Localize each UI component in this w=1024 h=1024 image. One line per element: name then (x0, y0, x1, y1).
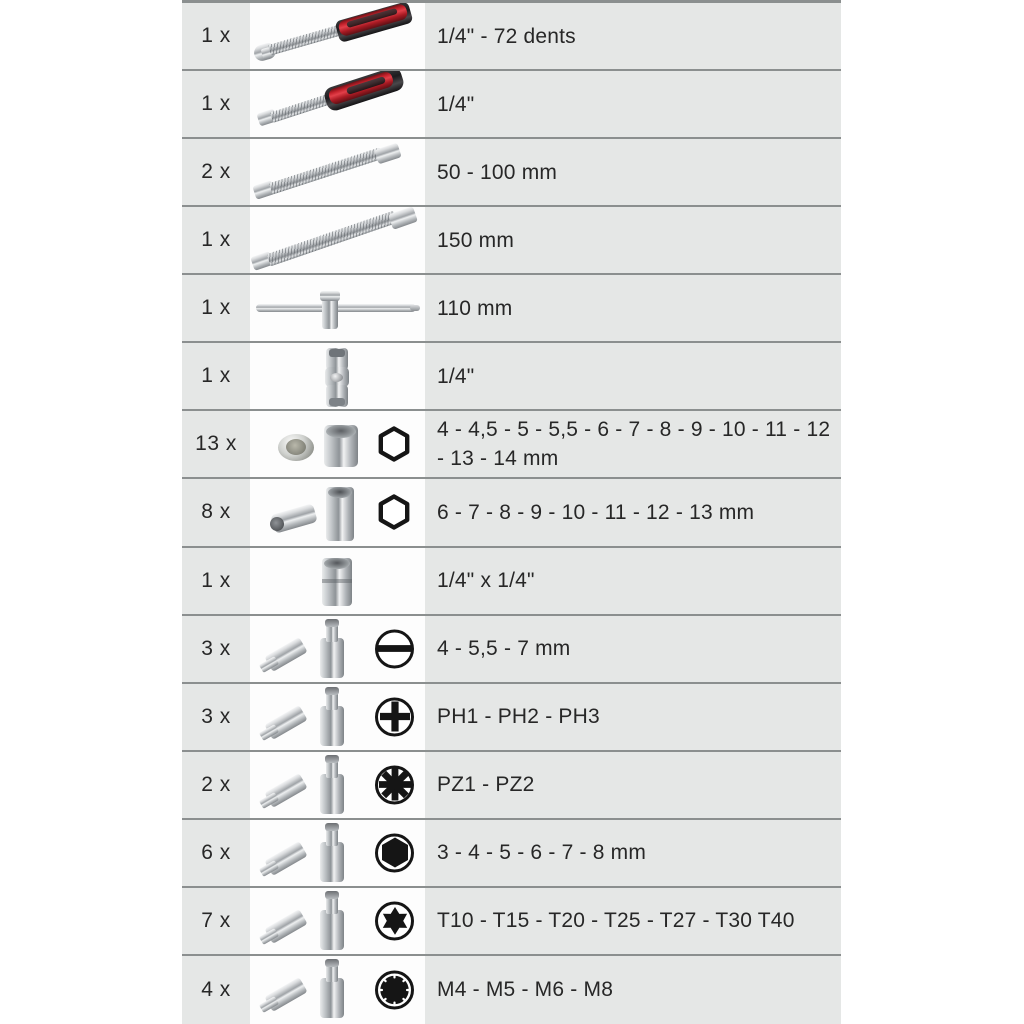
description-cell (425, 752, 841, 818)
description-text: 6 - 7 - 8 - 9 - 10 - 11 - 12 - 13 mm (437, 500, 755, 524)
table-row (182, 3, 841, 71)
quantity-cell: 1 x (182, 343, 250, 409)
quantity-cell: 1 x (182, 207, 250, 273)
description-text: 1/4" x 1/4" (437, 569, 535, 593)
tool-image-cell (250, 343, 425, 409)
quantity-cell: 4 x (182, 956, 250, 1024)
description-cell (425, 3, 841, 69)
hex-solid-icon (375, 833, 414, 872)
table-row (182, 71, 841, 139)
tool-image-cell (250, 275, 425, 341)
quantity-cell: 3 x (182, 684, 250, 750)
tool-image-cell (250, 956, 425, 1024)
description-cell (425, 207, 841, 273)
description-text: 50 - 100 mm (437, 160, 558, 184)
pozidriv-icon (375, 765, 414, 804)
table-row (182, 820, 841, 888)
quantity-cell: 6 x (182, 820, 250, 886)
bit-holder-socket-image (250, 548, 425, 614)
quantity-cell: 1 x (182, 275, 250, 341)
sliding-t-bar-image (250, 275, 425, 341)
table-row (182, 411, 841, 479)
description-text: M4 - M5 - M6 - M8 (437, 978, 614, 1002)
quantity-cell: 1 x (182, 548, 250, 614)
phillips-icon (375, 697, 414, 736)
description-text: 3 - 4 - 5 - 6 - 7 - 8 mm (437, 841, 647, 865)
description-text: 1/4" (437, 92, 475, 116)
quantity-cell: 7 x (182, 888, 250, 954)
description-cell (425, 479, 841, 545)
tool-image-cell (250, 888, 425, 954)
quantity-cell: 2 x (182, 139, 250, 205)
table-row (182, 139, 841, 207)
tool-image-cell (250, 139, 425, 205)
table-row (182, 343, 841, 411)
table-row (182, 616, 841, 684)
quantity-cell: 13 x (182, 411, 250, 477)
long-extension-bar-image (250, 207, 425, 273)
slotted-icon (375, 629, 414, 668)
tool-image-cell (250, 684, 425, 750)
quantity-cell: 2 x (182, 752, 250, 818)
description-cell (425, 820, 841, 886)
hex-outline-icon (375, 425, 413, 463)
description-text: 1/4" (437, 364, 475, 388)
description-text: 110 mm (437, 296, 513, 320)
contents-table (182, 0, 841, 1024)
universal-joint-image (250, 343, 425, 409)
table-row (182, 548, 841, 616)
description-text: 4 - 5,5 - 7 mm (437, 637, 571, 661)
description-cell (425, 343, 841, 409)
description-cell (425, 956, 841, 1024)
extension-bar-image (250, 139, 425, 205)
description-text: PZ1 - PZ2 (437, 773, 535, 797)
bit-screwdriver-image (250, 71, 425, 137)
table-row (182, 956, 841, 1024)
quantity-cell: 3 x (182, 616, 250, 682)
tool-image-cell (250, 207, 425, 273)
tool-image-cell (250, 616, 425, 682)
tool-image-cell (250, 71, 425, 137)
table-row (182, 888, 841, 956)
tool-image-cell (250, 752, 425, 818)
tool-image-cell (250, 820, 425, 886)
description-cell (425, 888, 841, 954)
ratchet-image (250, 3, 425, 69)
tool-image-cell (250, 479, 425, 545)
quantity-cell: 8 x (182, 479, 250, 545)
description-text: 1/4" - 72 dents (437, 24, 576, 48)
description-cell (425, 139, 841, 205)
description-cell (425, 684, 841, 750)
description-text: PH1 - PH2 - PH3 (437, 705, 600, 729)
description-text: 150 mm (437, 228, 515, 252)
torx-icon (375, 901, 414, 940)
tool-image-cell (250, 3, 425, 69)
quantity-cell: 1 x (182, 71, 250, 137)
table-row (182, 479, 841, 547)
table-row (182, 752, 841, 820)
table-row (182, 275, 841, 343)
tool-image-cell (250, 411, 425, 477)
table-row (182, 684, 841, 752)
hex-outline-icon (375, 493, 413, 531)
spline-icon (375, 970, 414, 1009)
table-row (182, 207, 841, 275)
tool-image-cell (250, 548, 425, 614)
description-cell (425, 275, 841, 341)
description-text: T10 - T15 - T20 - T25 - T27 - T30 T40 (437, 909, 795, 933)
quantity-cell: 1 x (182, 3, 250, 69)
description-cell (425, 71, 841, 137)
description-cell (425, 411, 841, 477)
description-text: 4 - 4,5 - 5 - 5,5 - 6 - 7 - 8 - 9 - 10 - 11 - 12 - 13 - 14 mm (437, 418, 831, 471)
description-cell (425, 548, 841, 614)
description-cell (425, 616, 841, 682)
